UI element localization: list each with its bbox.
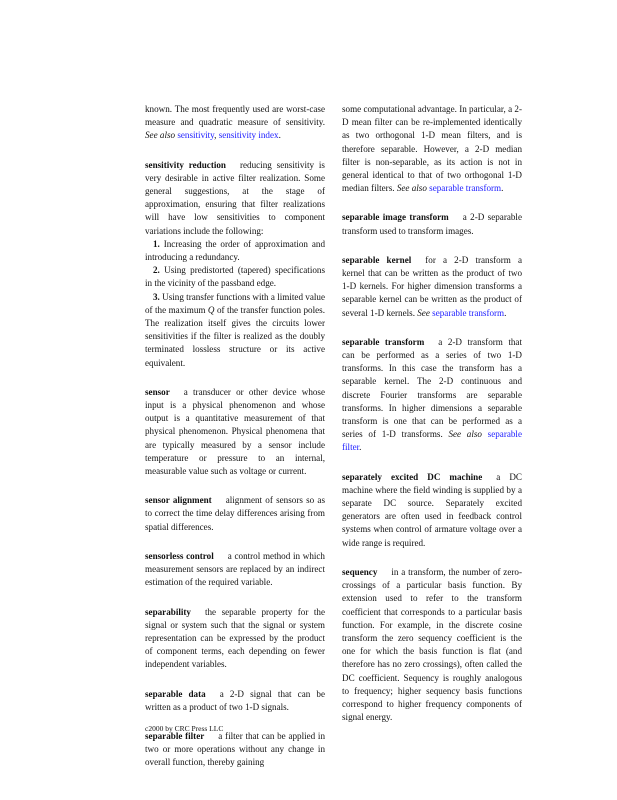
entry-term: sensor bbox=[145, 386, 170, 397]
entry-separable-filter bbox=[145, 730, 325, 770]
link-separable-transform[interactable]: separable transform bbox=[432, 307, 505, 318]
entry-sensor-alignment bbox=[145, 494, 325, 534]
link-sensitivity[interactable]: sensitivity bbox=[177, 130, 215, 141]
copyright-footer: c2000 by CRC Press LLC bbox=[145, 724, 224, 733]
entry-term: separable transform bbox=[342, 336, 425, 347]
entry-body: a filter that can be applied in two or more operations without any change in overall function, thereby gaining bbox=[145, 730, 326, 768]
entry-sequency bbox=[342, 566, 522, 724]
entry-term: separable image transform bbox=[342, 212, 449, 223]
entry-separable-data bbox=[145, 688, 325, 714]
list-item: 2. Using predistorted (tapered) specifications in the vicinity of the passband edge. bbox=[145, 265, 325, 289]
entry-sensor bbox=[145, 386, 325, 478]
entry-term: sequency bbox=[342, 566, 378, 577]
entry-term: separable kernel bbox=[342, 254, 412, 265]
entry-continued bbox=[342, 103, 522, 195]
entry-body: some computational advantage. In particular, a 2-D mean filter can be re-implemented identically as two orthogonal 1-D mean filters, and is therefore separable. However, a 2-D median filter is non-separable, as its action is not in general identical to that of two orthogonal 1-D median filters. See also separable transform. bbox=[342, 104, 522, 194]
entry-body: in a transform, the number of zero-crossings of a particular basis function. By extension used to refer to the transform coefficient that corresponds to a particular basis function. For example, in the discrete cosine transform the zero sequency coefficient is the one for which the basis function is flat (and therefore has no zero crossings), often called the DC coefficient. Sequency is roughly analogous to frequency; higher sequency basis functions correspond to higher frequency components of signal energy. bbox=[342, 566, 522, 723]
entry-term: sensitivity reduction bbox=[145, 159, 226, 170]
entry-body: a 2-D signal that can be written as a product of two 1-D signals. bbox=[145, 688, 325, 712]
left-column bbox=[145, 103, 325, 786]
list-item: 1. Increasing the order of approximation and introducing a redundancy. bbox=[145, 238, 325, 263]
entry-body: the separable property for the signal or system such that the signal or system representation can be expressed by the product of component terms, each depending on fewer independent variables. bbox=[145, 606, 325, 670]
entry-separable-transform: separable transform a 2-D transform that can be performed as a series of two 1-D transforms. In this case the transform has a separable kernel. The 2-D continuous and discrete Fourier transforms are separable transforms. In higher dimensions a separable transform is one that can be performed as a series of 1-D transforms. See also separable filter. bbox=[342, 336, 522, 453]
list-item: 3. Using transfer functions with a limited value of the maximum Q of the transfer function poles. The realization itself gives the circuits lower sensitivities if the filter is realized as the doubly terminated lossless structure or its active equivalent. bbox=[145, 291, 325, 368]
right-column bbox=[342, 103, 522, 740]
entry-term: separately excited DC machine bbox=[342, 471, 483, 482]
entry-term: sensorless control bbox=[145, 550, 214, 561]
entry-body: a 2-D transform that can be performed as a series of two 1-D transforms. In this case the transform has a separable kernel. The 2-D continuous and discrete Fourier transforms are separable transforms. In higher dimensions a separable transform is one that can be performed as a series of 1-D transforms. bbox=[342, 336, 522, 440]
entry-body: reducing sensitivity is very desirable in active filter realization. Some general suggestions, at the stage of approximation, ensuring that filter realizations will have low sensitivities to component variations include the following: bbox=[145, 159, 325, 236]
entry-continued bbox=[145, 103, 325, 143]
entry-separately-excited-dc-machine bbox=[342, 471, 522, 550]
entry-body: for a 2-D transform a kernel that can be written as the product of two 1-D kernels. For higher dimension transforms a separable kernel can be written as the product of several 1-D kernels. bbox=[342, 254, 522, 318]
link-separable-filter[interactable]: separable filter bbox=[342, 429, 522, 453]
entry-sensitivity-reduction bbox=[145, 159, 325, 370]
entry-term: separability bbox=[145, 606, 191, 617]
link-separable-transform[interactable]: separable transform bbox=[429, 183, 502, 194]
entry-body: a transducer or other device whose input is a physical phenomenon and whose output is a quantitative measurement of that physical phenomenon. Physical phenomena that are typically measured by a sensor include temperature or pressure to an internal, measurable value such as voltage or current. bbox=[145, 386, 325, 477]
entry-body: a control method in which measurement sensors are replaced by an indirect estimation of the required variable. bbox=[145, 550, 325, 588]
entry-separability bbox=[145, 606, 325, 672]
link-sensitivity-index[interactable]: sensitivity index bbox=[218, 130, 279, 141]
entry-body: a 2-D separable transform used to transform images. bbox=[342, 212, 522, 236]
entry-body: a DC machine where the field winding is supplied by a separate DC source. Separately excited generators are often used in feedback control systems when control of armature voltage over a wide range is required. bbox=[342, 471, 522, 548]
entry-sensorless-control bbox=[145, 550, 325, 590]
entry-body: known. The most frequently used are worst-case measure and quadratic measure of sensitivity. See also sensitivity, sensitivity index. bbox=[145, 104, 325, 141]
entry-body: alignment of sensors so as to correct the time delay differences arising from spatial differences. bbox=[145, 495, 325, 532]
entry-term: sensor alignment bbox=[145, 495, 212, 506]
entry-term: separable filter bbox=[145, 730, 205, 741]
entry-separable-image-transform bbox=[342, 211, 522, 237]
entry-separable-kernel: separable kernel for a 2-D transform a kernel that can be written as the product of two 1-D kernels. For higher dimension transforms a separable kernel can be written as the product of several 1-D kernels. See separable transform. bbox=[342, 254, 522, 318]
entry-term: separable data bbox=[145, 688, 206, 699]
